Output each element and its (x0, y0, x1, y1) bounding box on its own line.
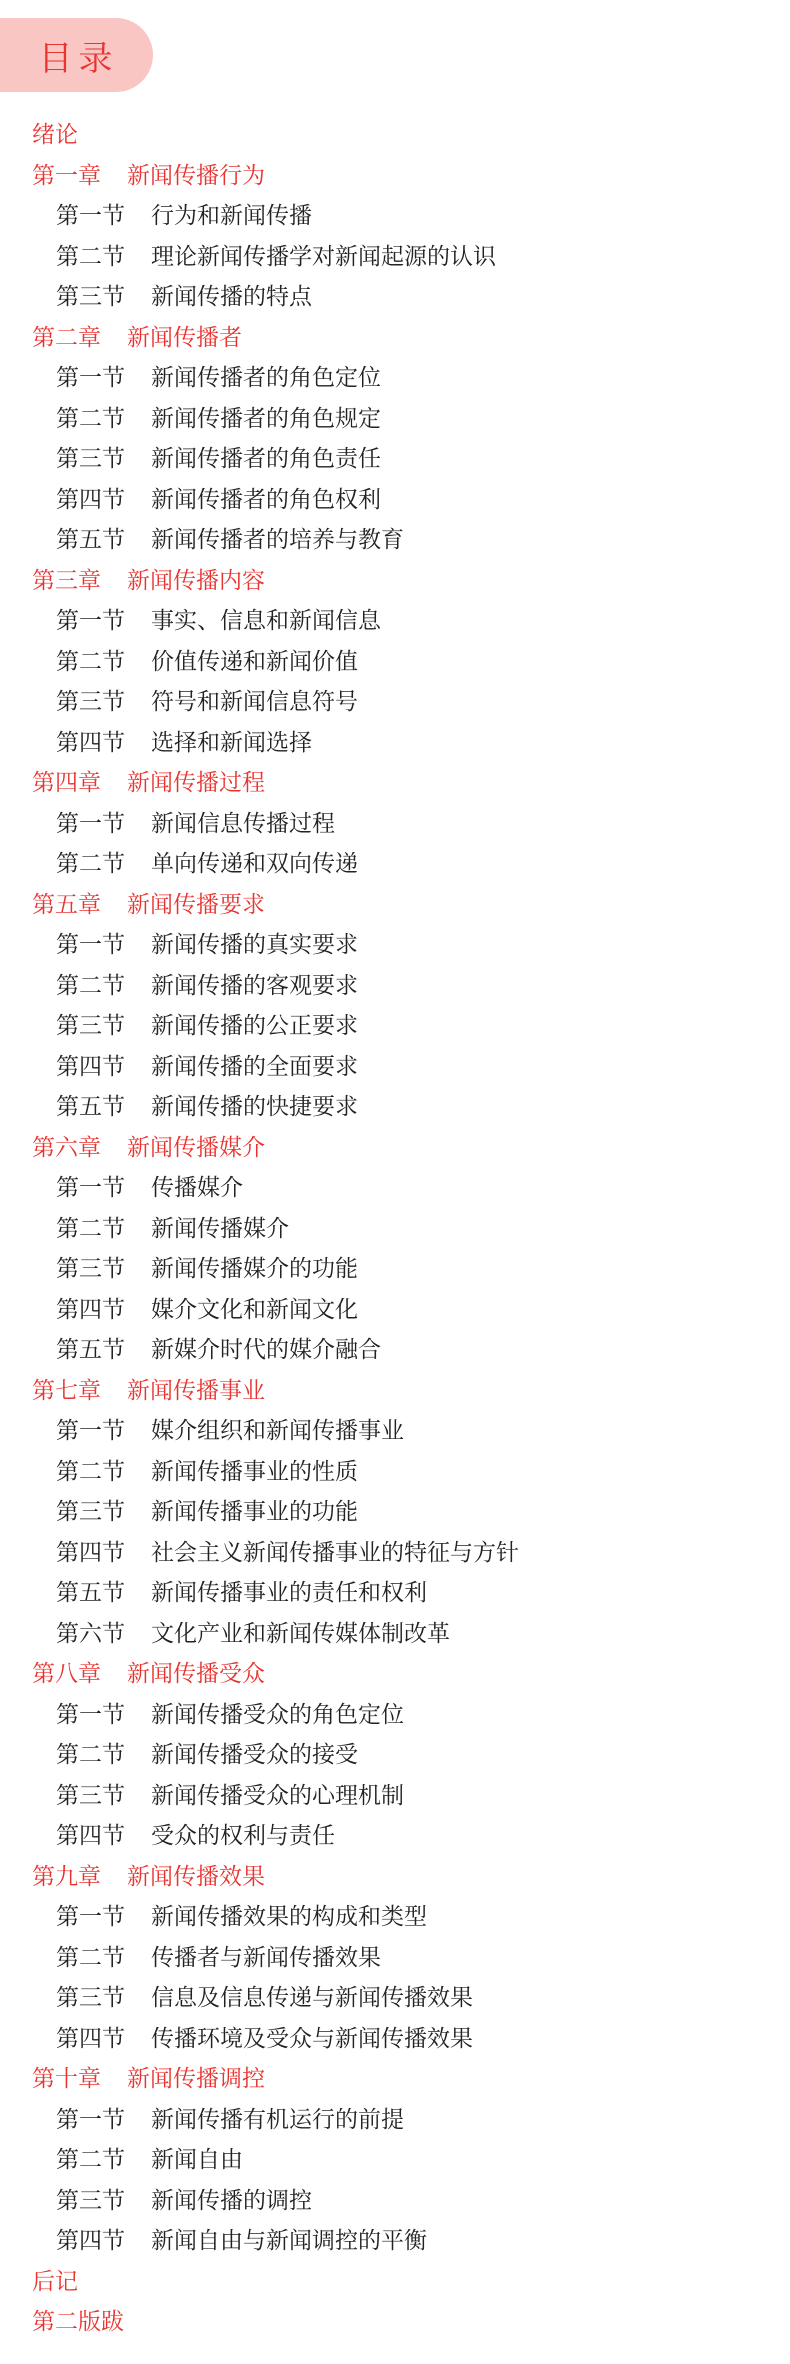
section-number: 第一节 (56, 1701, 125, 1728)
section-number: 第四节 (56, 729, 125, 756)
toc-section-link[interactable] (0, 682, 790, 723)
section-number: 第三节 (56, 1985, 125, 2011)
section-title: 新闻传播者的角色定位 (151, 365, 381, 391)
section-title: 新闻传播者的角色规定 (151, 405, 381, 432)
toc-chapter-link[interactable] (0, 885, 790, 926)
section-title: 行为和新闻传播 (151, 203, 312, 229)
section-title: 新闻传播者的培养与教育 (151, 527, 404, 553)
section-title: 新闻自由与新闻调控的平衡 (151, 2228, 427, 2254)
toc-section-link[interactable] (0, 2019, 790, 2060)
section-title: 受众的权利与责任 (151, 1823, 335, 1849)
section-title: 新闻传播媒介的功能 (151, 1256, 358, 1282)
section-title: 传播环境及受众与新闻传播效果 (151, 2025, 473, 2052)
chapter-title: 绪论 (32, 122, 78, 148)
toc-section-link[interactable] (0, 2140, 790, 2181)
chapter-title: 新闻传播媒介 (127, 1134, 265, 1161)
section-title: 新闻传播的特点 (151, 284, 312, 310)
toc-section-link[interactable] (0, 1533, 790, 1574)
toc-section-link[interactable] (0, 1249, 790, 1290)
section-title: 新闻传播受众的接受 (151, 1742, 358, 1768)
chapter-number: 第六章 (32, 1134, 101, 1161)
toc-chapter-link[interactable] (0, 318, 790, 359)
toc-chapter-link[interactable] (0, 1128, 790, 1169)
toc-section-link[interactable] (0, 1290, 790, 1331)
section-title: 传播者与新闻传播效果 (151, 1944, 381, 1971)
toc-chapter-link[interactable] (0, 156, 790, 197)
section-title: 新闻信息传播过程 (151, 810, 335, 837)
toc-section-link[interactable] (0, 520, 790, 561)
section-number: 第五节 (56, 1337, 125, 1363)
toc-section-link[interactable] (0, 1047, 790, 1088)
section-number: 第四节 (56, 1823, 125, 1849)
section-title: 社会主义新闻传播事业的特征与方针 (151, 1539, 519, 1566)
chapter-title: 新闻传播行为 (127, 162, 265, 189)
toc-header (0, 18, 153, 92)
section-number: 第一节 (56, 365, 125, 391)
section-number: 第三节 (56, 446, 125, 472)
chapter-title: 新闻传播过程 (127, 770, 265, 796)
section-title: 新闻传播受众的角色定位 (151, 1701, 404, 1728)
section-number: 第一节 (56, 1175, 125, 1201)
section-number: 第二节 (56, 1215, 125, 1242)
section-number: 第六节 (56, 1620, 125, 1647)
toc-section-link[interactable] (0, 966, 790, 1007)
toc-section-link[interactable] (0, 2181, 790, 2222)
toc-section-link[interactable] (0, 439, 790, 480)
chapter-title: 新闻传播受众 (127, 1661, 265, 1687)
toc-section-link[interactable] (0, 723, 790, 764)
chapter-number: 第四章 (32, 770, 101, 796)
toc-section-link[interactable] (0, 1735, 790, 1776)
section-number: 第四节 (56, 2025, 125, 2052)
section-number: 第一节 (56, 932, 125, 958)
section-title: 新闻传播有机运行的前提 (151, 2106, 404, 2133)
toc-section-link[interactable] (0, 196, 790, 237)
section-title: 媒介组织和新闻传播事业 (151, 1418, 404, 1444)
section-number: 第一节 (56, 1418, 125, 1444)
section-number: 第五节 (56, 1580, 125, 1606)
chapter-number: 第一章 (32, 162, 101, 189)
section-title: 选择和新闻选择 (151, 729, 312, 756)
section-number: 第二节 (56, 648, 125, 675)
section-title: 新闻传播的客观要求 (151, 972, 358, 999)
section-title: 媒介文化和新闻文化 (151, 1296, 358, 1323)
section-title: 信息及信息传递与新闻传播效果 (151, 1985, 473, 2011)
chapter-number: 第七章 (32, 1377, 101, 1404)
chapter-title: 新闻传播要求 (127, 891, 265, 918)
section-number: 第一节 (56, 203, 125, 229)
section-number: 第四节 (56, 1539, 125, 1566)
section-title: 价值传递和新闻价值 (151, 648, 358, 675)
section-number: 第二节 (56, 2147, 125, 2173)
toc-section-link[interactable] (0, 277, 790, 318)
section-title: 新媒介时代的媒介融合 (151, 1337, 381, 1363)
toc-section-link[interactable] (0, 1695, 790, 1736)
section-title: 新闻传播的调控 (151, 2187, 312, 2214)
section-title: 新闻传播事业的责任和权利 (151, 1580, 427, 1606)
section-title: 新闻传播的全面要求 (151, 1053, 358, 1080)
section-number: 第二节 (56, 972, 125, 999)
section-title: 文化产业和新闻传媒体制改革 (151, 1620, 450, 1647)
toc-section-link[interactable] (0, 1614, 790, 1655)
chapter-number: 第三章 (32, 567, 101, 594)
toc-section-link[interactable] (0, 1816, 790, 1857)
section-number: 第三节 (56, 689, 125, 715)
chapter-number: 第十章 (32, 2066, 101, 2092)
chapter-title: 新闻传播者 (127, 324, 242, 351)
section-number: 第五节 (56, 527, 125, 553)
section-title: 新闻传播的快捷要求 (151, 1094, 358, 1120)
section-number: 第二节 (56, 851, 125, 877)
chapter-title: 新闻传播内容 (127, 567, 265, 594)
section-number: 第五节 (56, 1094, 125, 1120)
toc-chapter-link[interactable] (0, 115, 790, 156)
section-title: 新闻传播受众的心理机制 (151, 1782, 404, 1809)
toc-section-link[interactable] (0, 804, 790, 845)
section-number: 第四节 (56, 486, 125, 513)
toc-section-link[interactable] (0, 1209, 790, 1250)
toc-section-link[interactable] (0, 480, 790, 521)
toc-chapter-link[interactable] (0, 561, 790, 602)
section-number: 第三节 (56, 1256, 125, 1282)
section-title: 新闻传播者的角色责任 (151, 446, 381, 472)
toc-section-link[interactable] (0, 844, 790, 885)
section-title: 事实、信息和新闻信息 (151, 608, 381, 634)
toc-section-link[interactable] (0, 1452, 790, 1493)
section-number: 第二节 (56, 243, 125, 270)
page-title: 目录 (38, 38, 119, 79)
section-number: 第三节 (56, 2187, 125, 2214)
section-title: 新闻传播的公正要求 (151, 1013, 358, 1039)
chapter-number: 第二章 (32, 324, 101, 351)
section-title: 理论新闻传播学对新闻起源的认识 (151, 243, 496, 270)
toc-section-link[interactable] (0, 601, 790, 642)
toc-chapter-link[interactable] (0, 1857, 790, 1898)
section-number: 第一节 (56, 1904, 125, 1930)
toc-chapter-link[interactable] (0, 1654, 790, 1695)
section-number: 第三节 (56, 1782, 125, 1809)
toc-section-link[interactable] (0, 2221, 790, 2262)
chapter-title: 新闻传播效果 (127, 1863, 265, 1890)
toc-section-link[interactable] (0, 1006, 790, 1047)
section-number: 第二节 (56, 1458, 125, 1485)
toc-section-link[interactable] (0, 2100, 790, 2141)
section-title: 符号和新闻信息符号 (151, 689, 358, 715)
section-number: 第三节 (56, 1013, 125, 1039)
chapter-number: 第五章 (32, 891, 101, 918)
section-number: 第二节 (56, 1944, 125, 1971)
toc-list (0, 115, 790, 2343)
toc-section-link[interactable] (0, 925, 790, 966)
section-number: 第二节 (56, 405, 125, 432)
toc-section-link[interactable] (0, 1978, 790, 2019)
toc-chapter-link[interactable] (0, 763, 790, 804)
toc-section-link[interactable] (0, 1492, 790, 1533)
section-number: 第三节 (56, 284, 125, 310)
toc-section-link[interactable] (0, 1573, 790, 1614)
chapter-title: 新闻传播调控 (127, 2066, 265, 2092)
section-number: 第一节 (56, 608, 125, 634)
section-number: 第一节 (56, 810, 125, 837)
chapter-number: 第八章 (32, 1661, 101, 1687)
section-title: 新闻传播事业的性质 (151, 1458, 358, 1485)
section-number: 第三节 (56, 1499, 125, 1525)
chapter-title: 后记 (32, 2268, 78, 2295)
toc-chapter-link[interactable] (0, 2059, 790, 2100)
toc-section-link[interactable] (0, 1168, 790, 1209)
toc-chapter-link[interactable] (0, 1371, 790, 1412)
section-title: 新闻传播的真实要求 (151, 932, 358, 958)
chapter-number: 第九章 (32, 1863, 101, 1890)
section-title: 新闻传播事业的功能 (151, 1499, 358, 1525)
toc-chapter-link[interactable] (0, 2302, 790, 2343)
section-title: 单向传递和双向传递 (151, 851, 358, 877)
section-title: 新闻自由 (151, 2147, 243, 2173)
chapter-title: 第二版跋 (32, 2309, 124, 2335)
section-title: 新闻传播媒介 (151, 1215, 289, 1242)
toc-section-link[interactable] (0, 1087, 790, 1128)
toc-section-link[interactable] (0, 1411, 790, 1452)
toc-chapter-link[interactable] (0, 2262, 790, 2303)
toc-section-link[interactable] (0, 1938, 790, 1979)
chapter-title: 新闻传播事业 (127, 1377, 265, 1404)
toc-section-link[interactable] (0, 399, 790, 440)
toc-section-link[interactable] (0, 358, 790, 399)
section-number: 第四节 (56, 1053, 125, 1080)
section-number: 第四节 (56, 2228, 125, 2254)
toc-section-link[interactable] (0, 1330, 790, 1371)
section-title: 传播媒介 (151, 1175, 243, 1201)
toc-section-link[interactable] (0, 237, 790, 278)
section-number: 第一节 (56, 2106, 125, 2133)
toc-section-link[interactable] (0, 1897, 790, 1938)
section-number: 第二节 (56, 1742, 125, 1768)
toc-section-link[interactable] (0, 642, 790, 683)
section-number: 第四节 (56, 1296, 125, 1323)
section-title: 新闻传播者的角色权利 (151, 486, 381, 513)
section-title: 新闻传播效果的构成和类型 (151, 1904, 427, 1930)
toc-section-link[interactable] (0, 1776, 790, 1817)
